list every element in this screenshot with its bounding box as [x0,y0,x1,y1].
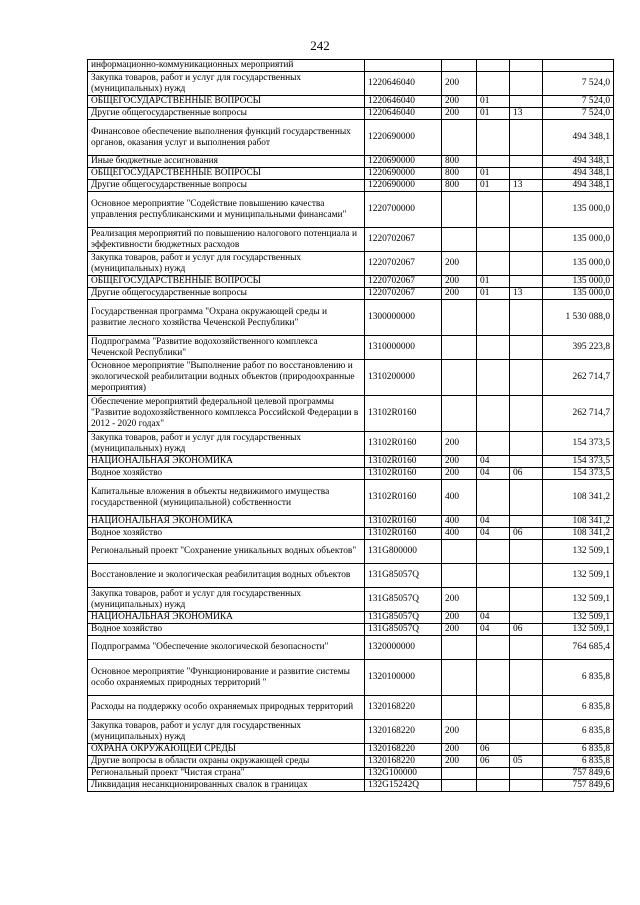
row-amount: 494 348,1 [543,120,614,156]
row-amount: 7 524,0 [543,96,614,108]
row-subsection: 06 [510,624,543,636]
row-amount: 6 835,8 [543,720,614,744]
row-amount: 757 849,6 [543,780,614,792]
row-subsection: 13 [510,180,543,192]
row-section [477,768,510,780]
table-row [88,276,614,288]
table-row [88,396,614,432]
row-expense-type [442,696,477,720]
row-code: 1300000000 [365,300,442,336]
table-row [88,780,614,792]
row-section [477,228,510,252]
row-name: ОБЩЕГОСУДАРСТВЕННЫЕ ВОПРОСЫ [88,96,365,108]
row-section [477,780,510,792]
row-name: Водное хозяйство [88,528,365,540]
row-code: 1220646040 [365,96,442,108]
row-code: 1220690000 [365,180,442,192]
row-amount: 132 509,1 [543,540,614,564]
table-row [88,108,614,120]
row-subsection [510,660,543,696]
row-expense-type: 800 [442,168,477,180]
row-name: Подпрограмма "Развитие водохозяйственного комплекса Чеченской Республики" [88,336,365,360]
table-row [88,96,614,108]
row-subsection [510,252,543,276]
row-section [477,360,510,396]
table-row [88,744,614,756]
table-row [88,636,614,660]
table-row [88,252,614,276]
table-row [88,120,614,156]
row-expense-type: 200 [442,624,477,636]
row-amount: 132 509,1 [543,564,614,588]
row-code: 1320000000 [365,636,442,660]
row-code: 132G100000 [365,768,442,780]
row-subsection [510,540,543,564]
row-name: Закупка товаров, работ и услуг для государственных (муниципальных) нужд [88,588,365,612]
row-expense-type [442,228,477,252]
row-section: 04 [477,456,510,468]
row-section: 01 [477,288,510,300]
row-section: 06 [477,756,510,768]
row-name: ОБЩЕГОСУДАРСТВЕННЫЕ ВОПРОСЫ [88,276,365,288]
row-name: Расходы на поддержку особо охраняемых природных территорий [88,696,365,720]
row-expense-type: 200 [442,72,477,96]
row-section: 06 [477,744,510,756]
row-amount: 108 341,2 [543,528,614,540]
row-amount: 395 223,8 [543,336,614,360]
row-expense-type: 200 [442,756,477,768]
row-code: 13102R0160 [365,396,442,432]
row-name: ОБЩЕГОСУДАРСТВЕННЫЕ ВОПРОСЫ [88,168,365,180]
row-name: Реализация мероприятий по повышению налогового потенциала и эффективности бюджетных расходов [88,228,365,252]
row-code: 131G85057Q [365,564,442,588]
row-subsection [510,96,543,108]
row-expense-type [442,120,477,156]
row-name: НАЦИОНАЛЬНАЯ ЭКОНОМИКА [88,456,365,468]
table-row [88,528,614,540]
row-expense-type [442,300,477,336]
row-expense-type [442,396,477,432]
table-row [88,300,614,336]
row-subsection [510,480,543,516]
row-code: 13102R0160 [365,528,442,540]
row-expense-type: 400 [442,516,477,528]
row-name: Водное хозяйство [88,624,365,636]
row-subsection [510,744,543,756]
row-section [477,192,510,228]
table-row [88,288,614,300]
row-name: Восстановление и экологическая реабилитация водных объектов [88,564,365,588]
row-amount: 132 509,1 [543,624,614,636]
row-section [477,432,510,456]
table-row [88,696,614,720]
row-code: 131G85057Q [365,624,442,636]
row-amount: 6 835,8 [543,756,614,768]
row-name: Подпрограмма "Обеспечение экологической безопасности" [88,636,365,660]
row-section [477,564,510,588]
row-subsection: 13 [510,288,543,300]
row-section [477,120,510,156]
row-expense-type: 200 [442,456,477,468]
table-row [88,564,614,588]
row-name: Другие общегосударственные вопросы [88,108,365,120]
row-name: Основное мероприятие "Выполнение работ по восстановлению и экологической реабилитации водных объектов (природоохранные мероприятия) [88,360,365,396]
row-amount: 6 835,8 [543,660,614,696]
table-row [88,660,614,696]
row-section: 04 [477,468,510,480]
row-name: Финансовое обеспечение выполнения функций государственных органов, оказания услуг и выполнения работ [88,120,365,156]
row-amount: 6 835,8 [543,744,614,756]
row-amount: 7 524,0 [543,72,614,96]
row-code: 13102R0160 [365,468,442,480]
row-subsection [510,636,543,660]
row-amount: 154 373,5 [543,468,614,480]
table-row [88,192,614,228]
row-code: 1220690000 [365,120,442,156]
row-code: 131G800000 [365,540,442,564]
row-amount [543,60,614,72]
row-expense-type [442,192,477,228]
row-subsection [510,696,543,720]
table-row [88,228,614,252]
row-code [365,60,442,72]
row-section: 01 [477,168,510,180]
row-amount: 135 000,0 [543,276,614,288]
row-code: 13102R0160 [365,480,442,516]
budget-table-body [88,60,614,792]
row-amount: 132 509,1 [543,612,614,624]
row-expense-type [442,636,477,660]
row-code: 132G15242Q [365,780,442,792]
row-section [477,396,510,432]
row-amount: 108 341,2 [543,480,614,516]
row-expense-type [442,336,477,360]
row-name: Региональный проект "Чистая страна" [88,768,365,780]
row-name: Ликвидация несанкционированных свалок в границах [88,780,365,792]
row-section [477,540,510,564]
row-section [477,336,510,360]
row-section [477,72,510,96]
row-amount: 6 835,8 [543,696,614,720]
row-code: 131G85057Q [365,612,442,624]
row-section: 04 [477,624,510,636]
row-amount: 757 849,6 [543,768,614,780]
row-expense-type: 200 [442,276,477,288]
row-amount: 132 509,1 [543,588,614,612]
row-subsection [510,72,543,96]
row-code: 1220690000 [365,156,442,168]
row-expense-type: 200 [442,744,477,756]
row-amount: 1 530 088,0 [543,300,614,336]
row-subsection [510,168,543,180]
row-name: Иные бюджетные ассигнования [88,156,365,168]
row-expense-type [442,660,477,696]
budget-table [87,59,614,792]
row-amount: 764 685,4 [543,636,614,660]
row-code: 1310000000 [365,336,442,360]
row-subsection: 06 [510,468,543,480]
page-number: 242 [310,38,330,53]
table-row [88,612,614,624]
table-row [88,456,614,468]
row-subsection [510,516,543,528]
row-name: Другие общегосударственные вопросы [88,288,365,300]
row-expense-type [442,60,477,72]
row-code: 13102R0160 [365,456,442,468]
row-section [477,300,510,336]
row-name: Капитальные вложения в объекты недвижимого имущества государственной (муниципальной) собственности [88,480,365,516]
row-name: Основное мероприятие "Функционирование и развитие системы особо охраняемых природных территорий " [88,660,365,696]
table-row [88,480,614,516]
row-expense-type [442,768,477,780]
row-subsection [510,276,543,288]
row-subsection [510,588,543,612]
row-section: 01 [477,108,510,120]
row-section: 01 [477,180,510,192]
row-section: 04 [477,516,510,528]
row-name: ОХРАНА ОКРУЖАЮЩЕЙ СРЕДЫ [88,744,365,756]
row-amount: 154 373,5 [543,456,614,468]
row-section: 04 [477,528,510,540]
row-code: 1310200000 [365,360,442,396]
row-code: 1320168220 [365,720,442,744]
row-section [477,720,510,744]
row-expense-type: 200 [442,468,477,480]
row-name: Региональный проект "Сохранение уникальных водных объектов" [88,540,365,564]
row-amount: 7 524,0 [543,108,614,120]
row-subsection [510,396,543,432]
row-name: НАЦИОНАЛЬНАЯ ЭКОНОМИКА [88,516,365,528]
row-section [477,480,510,516]
row-subsection [510,120,543,156]
row-name: Другие общегосударственные вопросы [88,180,365,192]
row-amount: 262 714,7 [543,396,614,432]
row-name: Обеспечение мероприятий федеральной целевой программы "Развитие водохозяйственного комплекса Российской Федерации в 2012 - 2020 годах" [88,396,365,432]
row-expense-type: 200 [442,432,477,456]
table-row [88,624,614,636]
row-subsection [510,228,543,252]
row-name: НАЦИОНАЛЬНАЯ ЭКОНОМИКА [88,612,365,624]
row-code: 131G85057Q [365,588,442,612]
row-name: Основное мероприятие "Содействие повышению качества управления республиканскими и муниципальными финансами" [88,192,365,228]
row-subsection [510,360,543,396]
row-subsection: 06 [510,528,543,540]
row-expense-type: 200 [442,288,477,300]
row-amount: 108 341,2 [543,516,614,528]
row-expense-type: 400 [442,528,477,540]
row-subsection [510,780,543,792]
row-expense-type: 800 [442,156,477,168]
row-subsection: 13 [510,108,543,120]
table-row [88,156,614,168]
row-name: Закупка товаров, работ и услуг для государственных (муниципальных) нужд [88,432,365,456]
row-subsection [510,720,543,744]
row-expense-type [442,360,477,396]
row-code: 1320168220 [365,744,442,756]
row-subsection [510,336,543,360]
table-row [88,60,614,72]
table-row [88,720,614,744]
table-row [88,468,614,480]
row-expense-type: 200 [442,108,477,120]
row-subsection [510,300,543,336]
row-code: 1320168220 [365,696,442,720]
row-code: 1220700000 [365,192,442,228]
row-subsection [510,156,543,168]
row-section [477,156,510,168]
row-section [477,588,510,612]
row-section [477,636,510,660]
row-code: 1220646040 [365,72,442,96]
table-row [88,540,614,564]
row-section [477,660,510,696]
row-subsection [510,432,543,456]
table-row [88,768,614,780]
row-subsection [510,564,543,588]
row-code: 1220702067 [365,252,442,276]
table-row [88,588,614,612]
row-amount: 135 000,0 [543,228,614,252]
row-amount: 135 000,0 [543,288,614,300]
row-name: Закупка товаров, работ и услуг для государственных (муниципальных) нужд [88,720,365,744]
table-row [88,180,614,192]
table-row [88,516,614,528]
row-section: 01 [477,96,510,108]
row-name: информационно-коммуникационных мероприятий [88,60,365,72]
row-section [477,60,510,72]
row-expense-type: 200 [442,252,477,276]
table-row [88,432,614,456]
table-row [88,72,614,96]
row-section [477,252,510,276]
row-name: Другие вопросы в области охраны окружающей среды [88,756,365,768]
row-code: 1220702067 [365,228,442,252]
row-subsection: 05 [510,756,543,768]
row-expense-type: 200 [442,612,477,624]
row-code: 1320100000 [365,660,442,696]
row-amount: 135 000,0 [543,192,614,228]
row-name: Закупка товаров, работ и услуг для государственных (муниципальных) нужд [88,252,365,276]
row-expense-type: 400 [442,480,477,516]
row-amount: 135 000,0 [543,252,614,276]
row-code: 1220690000 [365,168,442,180]
row-expense-type: 800 [442,180,477,192]
row-expense-type [442,540,477,564]
row-subsection [510,192,543,228]
row-name: Водное хозяйство [88,468,365,480]
row-section: 04 [477,612,510,624]
row-subsection [510,768,543,780]
row-subsection [510,612,543,624]
row-subsection [510,60,543,72]
table-row [88,168,614,180]
table-row [88,756,614,768]
table-row [88,360,614,396]
row-code: 1220646040 [365,108,442,120]
row-subsection [510,456,543,468]
row-amount: 154 373,5 [543,432,614,456]
table-row [88,336,614,360]
row-amount: 494 348,1 [543,168,614,180]
row-section: 01 [477,276,510,288]
row-amount: 494 348,1 [543,156,614,168]
row-amount: 494 348,1 [543,180,614,192]
row-expense-type [442,780,477,792]
row-name: Закупка товаров, работ и услуг для государственных (муниципальных) нужд [88,72,365,96]
row-expense-type [442,564,477,588]
row-code: 1220702067 [365,276,442,288]
row-code: 13102R0160 [365,516,442,528]
row-expense-type: 200 [442,96,477,108]
row-code: 1220702067 [365,288,442,300]
row-amount: 262 714,7 [543,360,614,396]
row-code: 1320168220 [365,756,442,768]
row-section [477,696,510,720]
row-expense-type: 200 [442,588,477,612]
row-expense-type: 200 [442,720,477,744]
row-name: Государственная программа "Охрана окружающей среды и развитие лесного хозяйства Чеченской Республики" [88,300,365,336]
row-code: 13102R0160 [365,432,442,456]
